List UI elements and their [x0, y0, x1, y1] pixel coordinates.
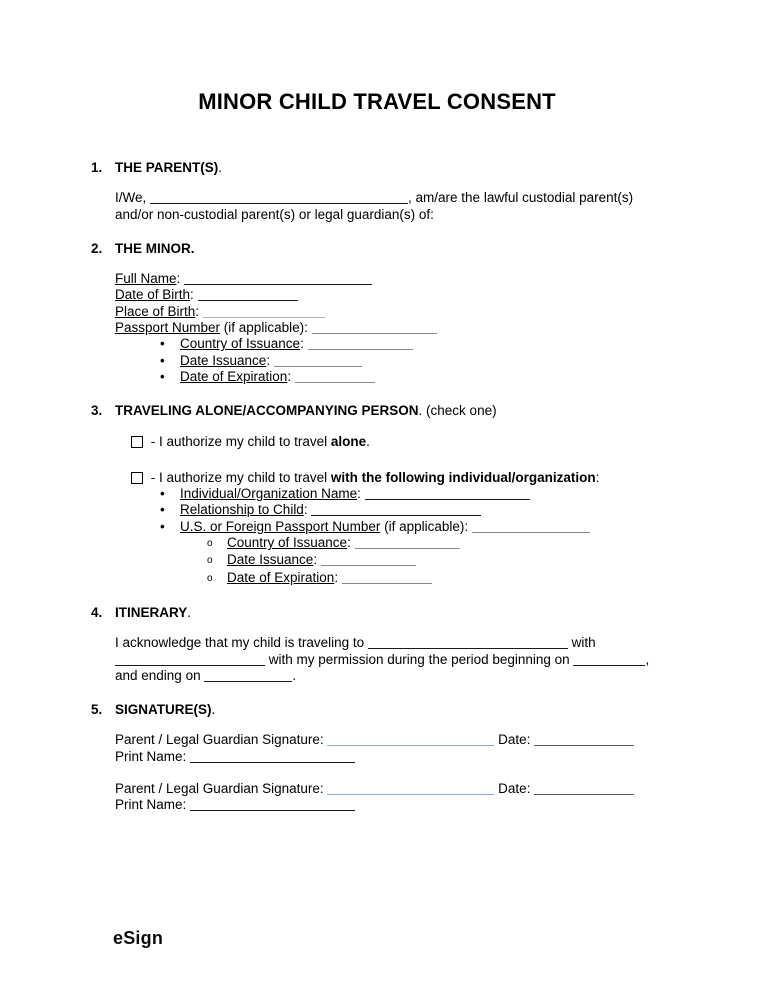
circle-bullet-icon: o	[207, 538, 213, 550]
end-date-blank[interactable]	[204, 668, 292, 682]
section-heading: THE PARENT(S)	[115, 160, 219, 175]
print-name-label: Print Name:	[115, 748, 187, 764]
section-parents	[91, 160, 663, 223]
minor-dob-label: Date of Birth	[115, 287, 191, 303]
section-itinerary	[91, 605, 663, 684]
section-number: 4.	[91, 604, 103, 620]
section-minor	[91, 241, 663, 385]
bullet-icon: •	[160, 352, 165, 368]
parents-names-blank[interactable]	[150, 190, 408, 204]
signature-label: Parent / Legal Guardian Signature:	[115, 732, 324, 748]
section-heading-period: .	[211, 702, 216, 718]
option-alone-bold: alone	[330, 433, 367, 449]
minor-passport-label: Passport Number	[115, 320, 221, 336]
companion-relationship-row	[115, 502, 663, 518]
companion-expiration-blank[interactable]	[342, 570, 432, 584]
field-separator: :	[300, 336, 304, 352]
section-parents-heading-row	[91, 160, 663, 176]
minor-issuance-row	[115, 353, 663, 369]
itinerary-text-ending: and ending on	[115, 667, 201, 683]
section-heading: THE MINOR.	[115, 240, 195, 256]
esign-logo: eSign	[113, 927, 164, 948]
parents-statement-pre: I/We,	[115, 190, 147, 206]
section-heading-note: (check one)	[426, 403, 497, 419]
signature-row-2	[115, 781, 663, 797]
signature-date-blank-2[interactable]	[534, 781, 634, 795]
companion-passport-blank[interactable]	[472, 519, 590, 533]
companion-country-label: Country of Issuance	[227, 535, 348, 551]
itinerary-period: .	[292, 667, 297, 683]
print-name-label: Print Name:	[115, 797, 187, 813]
travel-with-checkbox[interactable]	[131, 472, 143, 484]
field-separator: :	[303, 502, 308, 518]
section-heading-period: .	[418, 403, 423, 419]
minor-pob-label: Place of Birth	[115, 303, 196, 319]
minor-country-label: Country of Issuance	[180, 336, 301, 352]
minor-dob-row	[115, 287, 663, 303]
minor-full-name-blank[interactable]	[184, 271, 372, 285]
itinerary-line-2	[115, 652, 663, 668]
page-title: MINOR CHILD TRAVEL CONSENT	[198, 89, 556, 114]
minor-full-name-label: Full Name	[115, 271, 177, 287]
itinerary-comma: ,	[645, 651, 650, 667]
section-itinerary-heading-row	[91, 605, 663, 621]
signature-date-blank-1[interactable]	[534, 732, 634, 746]
companion-issuance-label: Date Issuance	[227, 552, 314, 568]
minor-passport-blank[interactable]	[312, 320, 437, 334]
companion-passport-row	[115, 519, 663, 535]
bullet-icon: •	[160, 368, 165, 384]
field-separator: :	[347, 535, 351, 551]
field-separator: :	[190, 287, 194, 303]
option-with-text: - I authorize my child to travel	[150, 469, 331, 485]
minor-country-row	[115, 336, 663, 352]
section-travel-heading-row	[91, 403, 663, 419]
minor-pob-blank[interactable]	[203, 304, 325, 318]
companion-name-label: Individual/Organization Name	[180, 486, 358, 502]
section-heading-period: .	[187, 604, 192, 620]
companion-issuance-row	[115, 552, 663, 569]
print-name-blank-2[interactable]	[190, 797, 355, 811]
field-separator: :	[313, 552, 318, 568]
field-separator: (if applicable):	[380, 518, 469, 534]
signature-block-2	[115, 781, 663, 814]
print-name-row-2	[115, 797, 663, 813]
companion-expiration-label: Date of Expiration	[227, 569, 335, 585]
itinerary-text-pre: I acknowledge that my child is traveling to	[115, 635, 365, 651]
companion-blank[interactable]	[115, 652, 265, 666]
minor-issuance-blank[interactable]	[274, 353, 362, 367]
section-number: 2.	[91, 240, 103, 256]
field-separator: :	[287, 368, 292, 384]
minor-expiration-blank[interactable]	[295, 369, 375, 383]
minor-passport-row	[115, 320, 663, 336]
field-separator: :	[334, 569, 339, 585]
print-name-row-1	[115, 749, 663, 765]
companion-relationship-blank[interactable]	[311, 502, 481, 516]
minor-country-blank[interactable]	[308, 336, 413, 350]
minor-dob-blank[interactable]	[198, 287, 298, 301]
section-travel	[91, 403, 663, 587]
date-label: Date:	[498, 732, 531, 748]
signature-label: Parent / Legal Guardian Signature:	[115, 781, 324, 797]
minor-full-name-row	[115, 271, 663, 287]
parents-statement-continued: and/or non-custodial parent(s) or legal guardian(s) of:	[115, 206, 434, 222]
option-with-colon: :	[595, 469, 600, 485]
minor-expiration-label: Date of Expiration	[180, 368, 288, 384]
companion-relationship-label: Relationship to Child	[180, 502, 304, 518]
bullet-icon: •	[160, 502, 165, 518]
option-alone-period: .	[366, 433, 370, 449]
print-name-blank-1[interactable]	[190, 749, 355, 763]
travel-alone-checkbox[interactable]	[131, 436, 143, 448]
minor-expiration-row	[115, 369, 663, 385]
minor-issuance-label: Date Issuance	[180, 352, 267, 368]
companion-country-row	[115, 535, 663, 552]
begin-date-blank[interactable]	[573, 652, 645, 666]
minor-pob-row	[115, 304, 663, 320]
section-heading: TRAVELING ALONE/ACCOMPANYING PERSON	[115, 403, 419, 419]
companion-country-blank[interactable]	[355, 535, 460, 549]
section-signatures	[91, 702, 663, 813]
date-label: Date:	[498, 781, 531, 797]
parents-statement-line-1	[115, 190, 663, 206]
companion-name-row	[115, 486, 663, 502]
section-heading-period: .	[218, 160, 223, 175]
companion-passport-label: U.S. or Foreign Passport Number	[180, 518, 381, 534]
field-separator: :	[266, 352, 271, 368]
section-signatures-heading-row	[91, 702, 663, 718]
section-minor-heading-row	[91, 241, 663, 257]
option-travel-alone-row	[131, 434, 663, 450]
bullet-icon: •	[160, 336, 165, 352]
option-with-bold: with the following individual/organization	[330, 469, 596, 485]
companion-name-blank[interactable]	[365, 486, 530, 500]
option-alone-text: - I authorize my child to travel	[150, 433, 331, 449]
field-separator: :	[357, 486, 361, 502]
circle-bullet-icon: o	[207, 572, 213, 584]
circle-bullet-icon: o	[207, 555, 213, 567]
signature-block-1	[115, 732, 663, 765]
section-number: 1.	[91, 160, 103, 175]
field-separator: :	[195, 303, 200, 319]
companion-expiration-row	[115, 570, 663, 587]
section-heading: ITINERARY	[115, 604, 188, 620]
bullet-icon: •	[160, 518, 165, 534]
guardian-signature-blank-2[interactable]	[327, 781, 494, 795]
section-number: 3.	[91, 403, 103, 419]
guardian-signature-blank-1[interactable]	[327, 732, 494, 746]
destination-blank[interactable]	[368, 635, 568, 649]
parents-statement-post: , am/are the lawful custodial parent(s)	[408, 190, 634, 206]
itinerary-line-1	[115, 635, 663, 651]
field-separator: (if applicable):	[220, 320, 308, 336]
bullet-icon: •	[160, 486, 165, 502]
option-travel-with-row	[131, 470, 663, 486]
field-separator: :	[176, 271, 181, 287]
signature-row-1	[115, 732, 663, 748]
section-heading: SIGNATURE(S)	[115, 702, 212, 718]
itinerary-text-with: with	[571, 635, 596, 651]
parents-statement-line-2	[115, 207, 663, 223]
companion-issuance-blank[interactable]	[321, 552, 416, 566]
itinerary-line-3	[115, 668, 663, 684]
section-number: 5.	[91, 702, 103, 718]
itinerary-text-mid: with my permission during the period beginning on	[268, 651, 570, 667]
